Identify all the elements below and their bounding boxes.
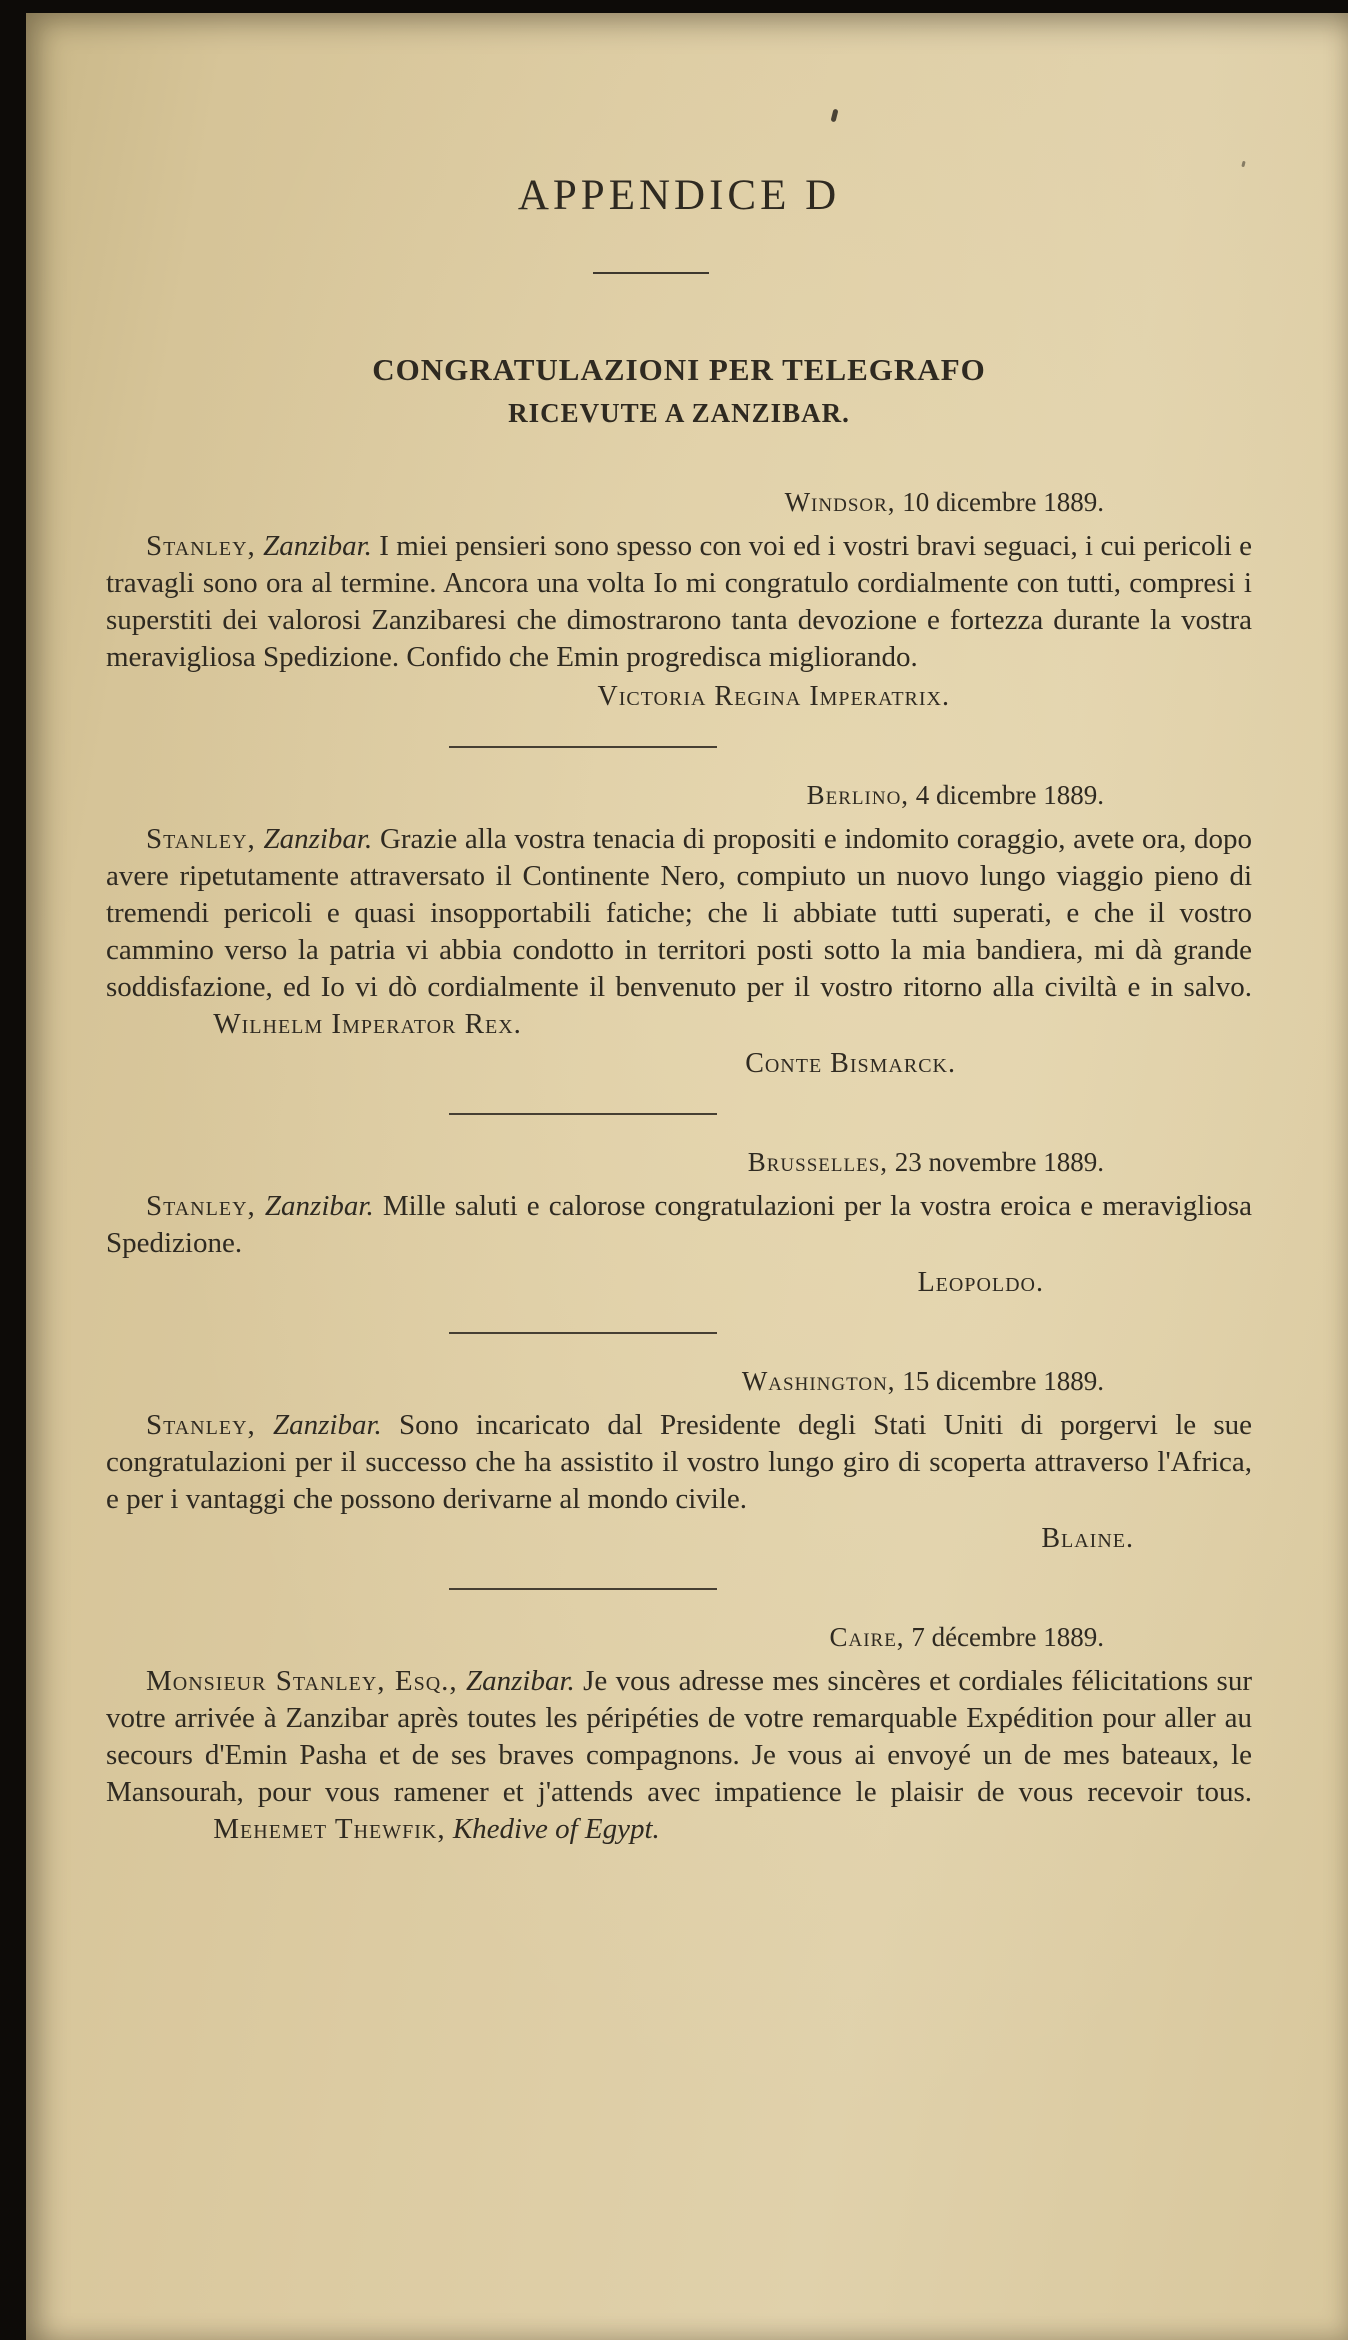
dateline-date: 10 dicembre 1889. bbox=[902, 487, 1104, 517]
telegram-addressee: Zanzibar. bbox=[263, 530, 372, 562]
section-heading-line2: RICEVUTE A ZANZIBAR. bbox=[508, 398, 850, 428]
dateline-place: Berlino, bbox=[806, 780, 910, 810]
telegram-addressee: Zanzibar. bbox=[465, 1665, 575, 1697]
telegram-signature bbox=[106, 1520, 1252, 1558]
separator-rule bbox=[449, 1588, 717, 1590]
dateline-place: Windsor, bbox=[784, 487, 896, 517]
telegram-dateline bbox=[106, 1622, 1252, 1653]
telegram-text: Je vous adresse mes sincères et cordiales félicitations sur votre arrivée à Zanzibar après toutes les péripéties de votre remarquable Expédition pour aller au secours d'Emin Pasha et de ses braves compagnons. Je vous ai envoyé un de mes bateaux, le Mansourah, pour vous ramener et j'attends avec impatience le plaisir de vous recevoir tous. bbox=[106, 1665, 1253, 1808]
telegram-salutation: Stanley, bbox=[146, 530, 256, 562]
inline-signature: Wilhelm Imperator Rex. bbox=[213, 1008, 522, 1040]
telegram-dateline bbox=[106, 1366, 1252, 1397]
telegram-body bbox=[106, 528, 1252, 676]
telegram-salutation: Stanley, bbox=[146, 823, 256, 855]
telegram-caire bbox=[106, 1622, 1252, 1848]
telegram-addressee: Zanzibar. bbox=[263, 823, 373, 855]
separator-rule bbox=[449, 746, 717, 748]
telegram-washington bbox=[106, 1366, 1252, 1558]
signature-name: Conte Bismarck. bbox=[745, 1048, 956, 1079]
telegram-body bbox=[106, 1407, 1252, 1518]
dateline-place: Washington, bbox=[741, 1366, 896, 1396]
section-heading-line1: CONGRATULAZIONI PER TELEGRAFO bbox=[372, 352, 986, 387]
inline-signature: Mehemet Thewfik, bbox=[213, 1813, 446, 1845]
dateline-date: 15 dicembre 1889. bbox=[902, 1366, 1104, 1396]
paper-page bbox=[26, 13, 1348, 2340]
dateline-date: 23 novembre 1889. bbox=[894, 1147, 1104, 1177]
dateline-place: Caire, bbox=[829, 1622, 905, 1652]
dateline-date: 4 dicembre 1889. bbox=[915, 780, 1104, 810]
telegram-dateline bbox=[106, 780, 1252, 811]
telegram-signature bbox=[106, 1045, 1252, 1083]
signature-name: Blaine. bbox=[1041, 1523, 1134, 1554]
inline-signature-title: Khedive of Egypt. bbox=[452, 1813, 660, 1845]
telegram-salutation: Monsieur Stanley, Esq., bbox=[146, 1665, 458, 1697]
telegram-text: Sono incaricato dal Presidente degli Stati Uniti di porgervi le sue congratulazioni per il successo che ha assistito il vostro lungo giro di scoperta attraverso l'Africa, e per i vantaggi che possono derivarne al mondo civile. bbox=[106, 1409, 1252, 1515]
telegram-signature bbox=[106, 678, 1252, 716]
telegram-windsor bbox=[106, 487, 1252, 716]
telegram-text: Grazie alla vostra tenacia di propositi e indomito coraggio, avete ora, dopo avere ripetutamente attraversato il Continente Nero, compiuto un nuovo lungo viaggio pieno di tremendi pericoli e quasi insopportabili fatiche; che li abbiate tutti superati, e che il vostro cammino verso la patria vi abbia condotto in territori posti sotto la mia bandiera, mi dà grande soddisfazione, ed Io vi dò cordialmente il benvenuto per il vostro ritorno alla civiltà e in salvo. bbox=[106, 823, 1253, 1003]
telegram-text: Mille saluti e calorose congratulazioni per la vostra eroica e meravigliosa Spedizione. bbox=[106, 1190, 1253, 1259]
appendix-title: APPENDICE D bbox=[517, 172, 841, 219]
telegram-salutation: Stanley, bbox=[146, 1190, 256, 1222]
telegram-body bbox=[106, 1188, 1252, 1262]
telegram-brusselles bbox=[106, 1147, 1252, 1302]
dateline-place: Brusselles, bbox=[747, 1147, 889, 1177]
telegram-addressee: Zanzibar. bbox=[272, 1409, 382, 1441]
telegram-dateline bbox=[106, 1147, 1252, 1178]
telegram-berlino bbox=[106, 780, 1252, 1083]
telegram-dateline bbox=[106, 487, 1252, 518]
title-rule bbox=[593, 272, 709, 274]
dateline-date: 7 décembre 1889. bbox=[911, 1622, 1104, 1652]
separator-rule bbox=[449, 1332, 717, 1334]
signature-name: Victoria Regina Imperatrix. bbox=[597, 681, 950, 712]
telegram-text: I miei pensieri sono spesso con voi ed i vostri bravi seguaci, i cui pericoli e travagli sono ora al termine. Ancora una volta Io mi congratulo cordialmente con tutti, compresi i superstiti dei valorosi Zanzibaresi che dimostrarono tanta devozione e fortezza durante la vostra meravigliosa Spedizione. Confido che Emin progredisca migliorando. bbox=[106, 530, 1253, 673]
separator-rule bbox=[449, 1113, 717, 1115]
telegram-signature bbox=[106, 1264, 1252, 1302]
page-content bbox=[26, 13, 1348, 1888]
telegram-body bbox=[106, 821, 1252, 1043]
telegram-addressee: Zanzibar. bbox=[264, 1190, 374, 1222]
telegram-body bbox=[106, 1663, 1252, 1848]
signature-name: Leopoldo. bbox=[917, 1267, 1044, 1298]
telegram-salutation: Stanley, bbox=[146, 1409, 256, 1441]
